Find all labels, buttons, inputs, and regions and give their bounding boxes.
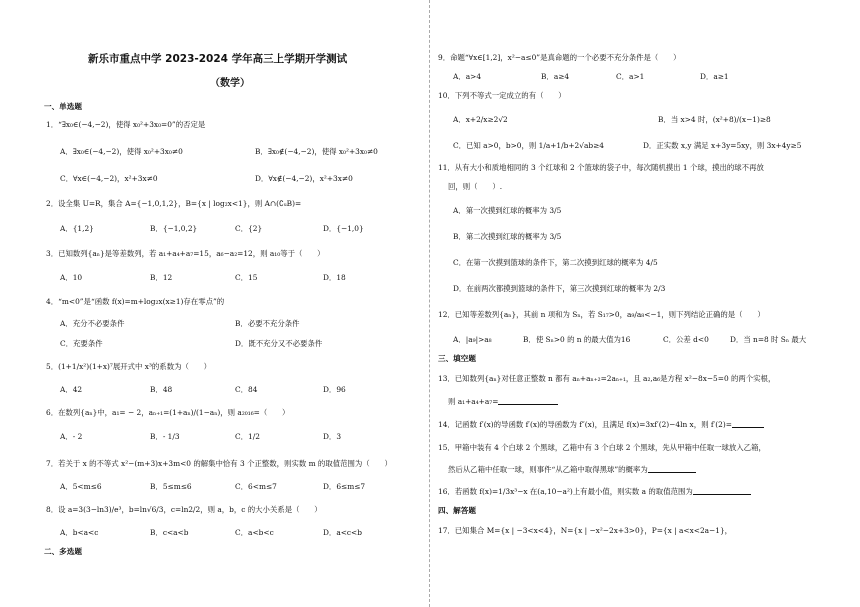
question-9-option-a: A．a>4: [453, 72, 482, 81]
question-8-stem: 8．设 a=3(3−ln3)/e³，b=ln√6/3，c=ln2/2，则 a，b，c 的大小关系是（ ）: [46, 505, 322, 514]
question-6-option-b: B．- 1/3: [150, 432, 180, 441]
question-6-option-d: D．3: [323, 432, 342, 441]
question-13-text: 13．已知数列{aₙ}对任意正整数 n 都有 aₙ+aₙ₊₂=2aₙ₊₁，且 a₂,a₆是方程 x²−8x−5=0 的两个实根，: [438, 374, 776, 383]
question-5-stem: 5．(1+1/x²)(1+x)⁷展开式中 x³的系数为（ ）: [46, 362, 212, 371]
page-title: 新乐市重点中学 2023-2024 学年高三上学期开学测试: [88, 53, 348, 65]
question-7-option-a: A．5<m≤6: [60, 482, 102, 491]
question-10-stem: 10．下列不等式一定成立的有（ ）: [438, 91, 566, 100]
question-1-option-d: D．∀x∉(−4,−2)，x²+3x≠0: [255, 174, 353, 183]
question-1-stem: 1．“∃x₀∈(−4,−2)，使得 x₀²+3x₀=0”的否定是: [46, 120, 206, 129]
question-11-stem-cont: 回，则（ ）.: [448, 182, 503, 191]
question-4-option-a: A．充分不必要条件: [60, 319, 125, 328]
question-7-option-b: B．5≤m≤6: [150, 482, 192, 491]
question-10-option-c: C．已知 a>0，b>0，则 1/a+1/b+2√ab≥4: [453, 141, 604, 150]
question-12-stem: 12．已知等差数列{aₙ}，其前 n 项和为 Sₙ，若 S₁₇>0，a₉/a₈<−1，则下列结论正确的是（ ）: [438, 310, 765, 319]
answer-blank: [693, 488, 751, 495]
question-10-option-b: B．当 x>4 时，(x²+8)/(x−1)≥8: [658, 115, 771, 124]
question-9-option-d: D．a≥1: [700, 72, 729, 81]
question-12-option-c: C．公差 d<0: [663, 335, 709, 344]
question-8-option-a: A．b<a<c: [60, 528, 99, 537]
question-2-option-a: A．{1,2}: [60, 224, 94, 233]
question-1-option-c: C．∀x∈(−4,−2)，x²+3x≠0: [60, 174, 158, 183]
question-5-option-a: A．42: [60, 385, 83, 394]
question-5-option-c: C．84: [235, 385, 258, 394]
question-14-text: 14．记函数 f′(x)的导函数 f′(x)的导函数为 f″(x)，且满足 f(x)=3xf′(2)−4ln x，则 f′(2)=: [438, 421, 764, 428]
question-16-text: 16．若函数 f(x)=1/3x³−x 在(a,10−a²)上有最小值，则实数 a 的取值范围为: [438, 488, 751, 495]
question-8-option-c: C．a<b<c: [235, 528, 274, 537]
question-3-option-b: B．12: [150, 273, 173, 282]
question-15-text: 15．甲箱中装有 4 个白球 2 个黑球，乙箱中有 3 个白球 2 个黑球，先从甲箱中任取一球放入乙箱，: [438, 443, 766, 452]
question-2-option-b: B．{−1,0,2}: [150, 224, 198, 233]
question-12-option-a: A．|a₉|>a₈: [453, 335, 492, 344]
question-6-stem: 6．在数列{aₙ}中，a₁= − 2，aₙ₊₁=(1+aₙ)/(1−aₙ)，则 a₂₀₁₆=（ ）: [46, 408, 290, 417]
section-solve: 四、解答题: [438, 506, 476, 515]
question-3-option-d: D．18: [323, 273, 346, 282]
question-12-option-d: D．当 n=8 时 Sₙ 最大: [730, 335, 807, 344]
answer-blank: [732, 421, 764, 428]
question-2-option-d: D．{−1,0}: [323, 224, 364, 233]
question-9-option-c: C．a>1: [616, 72, 645, 81]
question-4-option-c: C．充要条件: [60, 339, 103, 348]
question-7-option-c: C．6<m≤7: [235, 482, 277, 491]
question-6-option-a: A．- 2: [60, 432, 83, 441]
question-11-stem: 11．从有大小和质地相同的 3 个红球和 2 个篮球的袋子中，每次随机摸出 1 个球，摸出的球不再放: [438, 163, 764, 172]
left-column: [40, 0, 425, 607]
section-single-choice: 一、单选题: [44, 102, 82, 111]
question-6-option-c: C．1/2: [235, 432, 260, 441]
question-1-option-b: B．∃x₀∉(−4,−2)，使得 x₀²+3x₀≠0: [255, 147, 378, 156]
answer-blank: [498, 398, 558, 405]
question-4-option-d: D．既不充分又不必要条件: [235, 339, 323, 348]
question-5-option-d: D．96: [323, 385, 346, 394]
section-fill-in: 三、填空题: [438, 354, 476, 363]
question-11-option-a: A．第一次摸到红球的概率为 3/5: [453, 206, 562, 215]
answer-blank: [648, 466, 696, 473]
subject-title: （数学）: [210, 78, 250, 89]
question-8-option-d: D．a<c<b: [323, 528, 362, 537]
question-8-option-b: B．c<a<b: [150, 528, 189, 537]
question-7-stem: 7．若关于 x 的不等式 x²−(m+3)x+3m<0 的解集中恰有 3 个正整数，则实数 m 的取值范围为（ ）: [46, 459, 392, 468]
question-15-text-cont: 然后从乙箱中任取一球，则事件“从乙箱中取得黑球”的概率为: [448, 466, 696, 473]
question-11-option-b: B．第二次摸到红球的概率为 3/5: [453, 232, 562, 241]
question-2-option-c: C．{2}: [235, 224, 263, 233]
question-3-stem: 3．已知数列{aₙ}是等差数列，若 a₁+a₄+a₇=15，a₆−a₂=12，则 a₁₀等于（ ）: [46, 249, 325, 258]
question-11-option-d: D．在前两次都摸到篮球的条件下，第三次摸到红球的概率为 2/3: [453, 284, 666, 293]
section-multi-choice: 二、多选题: [44, 547, 82, 556]
question-4-option-b: B．必要不充分条件: [235, 319, 300, 328]
question-5-option-b: B．48: [150, 385, 173, 394]
question-11-option-c: C．在第一次摸到篮球的条件下，第二次摸到红球的概率为 4/5: [453, 258, 658, 267]
question-10-option-d: D．正实数 x,y 满足 x+3y=5xy，则 3x+4y≥5: [643, 141, 802, 150]
question-9-option-b: B．a≥4: [541, 72, 570, 81]
question-9-stem: 9．命题“∀x∈[1,2]，x²−a≤0”是真命题的一个必要不充分条件是（ ）: [438, 53, 681, 62]
question-3-option-a: A．10: [60, 273, 83, 282]
question-10-option-a: A．x+2/x≥2√2: [453, 115, 508, 124]
question-1-option-a: A．∃x₀∈(−4,−2)，使得 x₀²+3x₀≠0: [60, 147, 183, 156]
question-12-option-b: B．使 Sₙ>0 的 n 的最大值为16: [523, 335, 631, 344]
question-2-stem: 2．设全集 U=R，集合 A={−1,0,1,2}，B={x | log₂x<1}，则 A∩(∁ᵤB)=: [46, 199, 302, 208]
right-column: [438, 0, 838, 607]
question-7-option-d: D．6≤m≤7: [323, 482, 366, 491]
question-17-text: 17．已知集合 M={x | −3<x<4}，N={x | −x²−2x+3>0}，P={x | a<x<2a−1}，: [438, 526, 733, 535]
column-divider: [429, 0, 430, 607]
question-3-option-c: C．15: [235, 273, 258, 282]
question-13-text-cont: 则 a₁+a₄+a₇=: [448, 398, 558, 405]
question-4-stem: 4．“m<0”是“函数 f(x)=m+log₂x(x≥1)存在零点”的: [46, 297, 225, 306]
